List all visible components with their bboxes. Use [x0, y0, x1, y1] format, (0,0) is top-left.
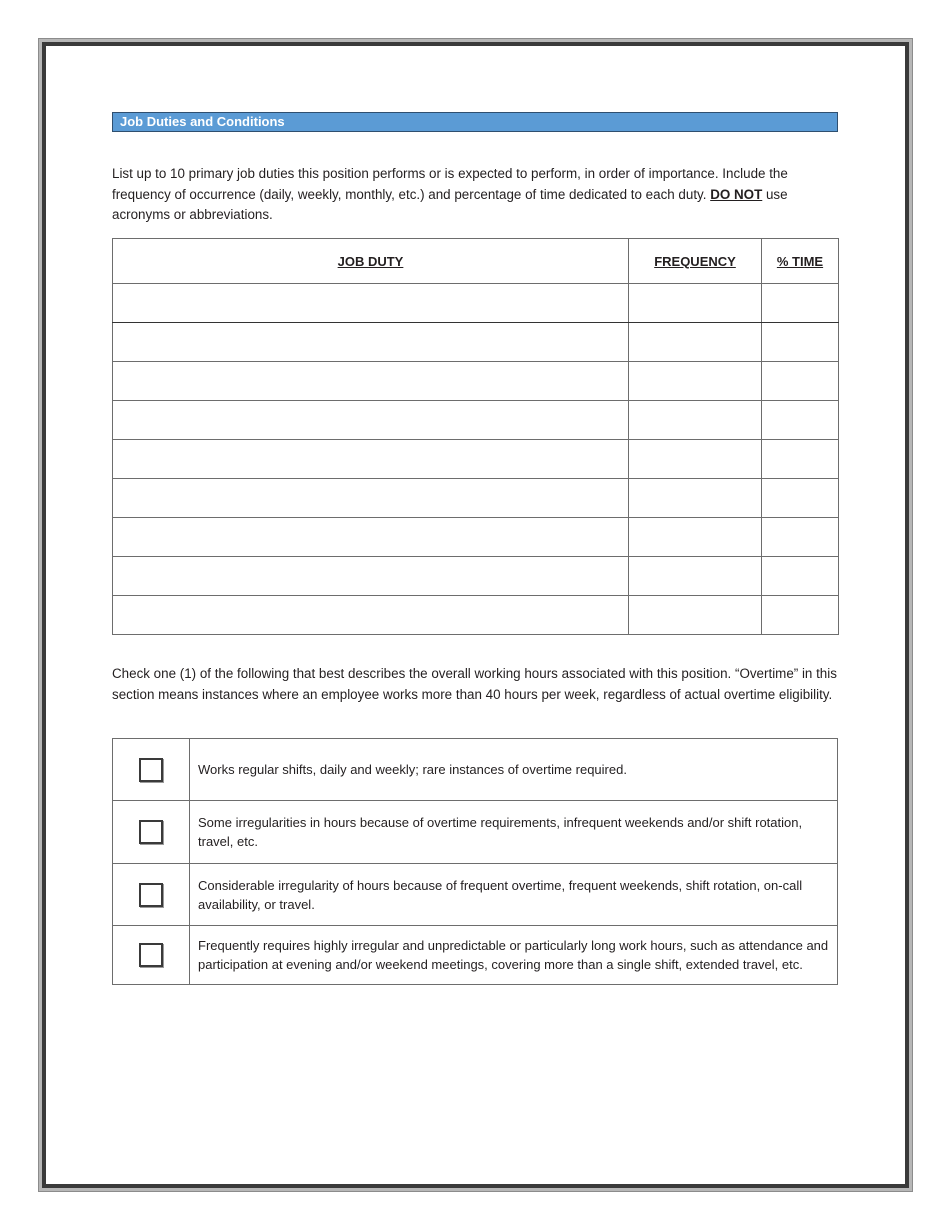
instructions-text: List up to 10 primary job duties this position performs or is expected to perform, in order of importance. Include the frequency of occurrence (daily, weekly, monthly, etc.) and percentage of time dedicated to each duty.	[112, 166, 788, 202]
job-duty-cell[interactable]	[113, 440, 629, 479]
table-row	[113, 401, 839, 440]
hours-option-label: Works regular shifts, daily and weekly; rare instances of overtime required.	[190, 739, 838, 801]
hours-option-label: Frequently requires highly irregular and unpredictable or particularly long work hours, such as attendance and participation at evening and/or weekend meetings, covering more than a single shift, extended travel, etc.	[190, 926, 838, 985]
job-duty-cell[interactable]	[113, 401, 629, 440]
percent-time-cell[interactable]	[762, 557, 839, 596]
job-duty-cell[interactable]	[113, 362, 629, 401]
job-duty-cell[interactable]	[113, 323, 629, 362]
instructions-text-end: use acronyms or abbreviations.	[112, 186, 788, 222]
percent-time-cell[interactable]	[762, 284, 839, 323]
duty-rows	[113, 284, 839, 635]
job-duty-table	[112, 238, 839, 635]
job-duty-header: JOB DUTY	[113, 239, 629, 284]
frequency-cell[interactable]	[629, 323, 762, 362]
hours-option-checkbox[interactable]	[139, 820, 163, 844]
frequency-cell[interactable]	[629, 284, 762, 323]
checkbox-cell	[113, 739, 190, 801]
job-duty-cell[interactable]	[113, 284, 629, 323]
checkbox-cell	[113, 864, 190, 926]
job-duty-cell[interactable]	[113, 596, 629, 635]
percent-time-header: % TIME	[762, 239, 839, 284]
table-row	[113, 440, 839, 479]
section-header: Job Duties and Conditions	[112, 112, 838, 132]
do-not-emphasis: DO NOT	[710, 186, 763, 202]
frequency-cell[interactable]	[629, 401, 762, 440]
frequency-cell[interactable]	[629, 479, 762, 518]
hours-option-checkbox[interactable]	[139, 883, 163, 907]
table-header-row	[113, 239, 839, 284]
table-row	[113, 284, 839, 323]
hours-option-checkbox[interactable]	[139, 943, 163, 967]
job-duty-cell[interactable]	[113, 557, 629, 596]
frequency-cell[interactable]	[629, 440, 762, 479]
table-row	[113, 479, 839, 518]
percent-time-cell[interactable]	[762, 596, 839, 635]
frequency-header: FREQUENCY	[629, 239, 762, 284]
checkbox-cell	[113, 801, 190, 864]
hours-option-label: Some irregularities in hours because of overtime requirements, infrequent weekends and/or shift rotation, travel, etc.	[190, 801, 838, 864]
frequency-cell[interactable]	[629, 518, 762, 557]
percent-time-cell[interactable]	[762, 323, 839, 362]
percent-time-cell[interactable]	[762, 362, 839, 401]
table-row	[113, 518, 839, 557]
percent-time-cell[interactable]	[762, 518, 839, 557]
percent-time-cell[interactable]	[762, 440, 839, 479]
percent-time-cell[interactable]	[762, 401, 839, 440]
job-duty-cell[interactable]	[113, 518, 629, 557]
table-row	[113, 362, 839, 401]
job-duty-cell[interactable]	[113, 479, 629, 518]
hours-option-row	[113, 926, 838, 985]
checkbox-cell	[113, 926, 190, 985]
working-hours-instructions: Check one (1) of the following that best describes the overall working hours associated with this position. “Overtime” in this section means instances where an employee works more than 40 hours per week, regardless of actual overtime eligibility.	[112, 666, 837, 702]
table-row	[113, 323, 839, 362]
hours-option-checkbox[interactable]	[139, 758, 163, 782]
hours-option-row	[113, 864, 838, 926]
frequency-cell[interactable]	[629, 557, 762, 596]
frequency-cell[interactable]	[629, 362, 762, 401]
hours-option-row	[113, 739, 838, 801]
hours-option-label: Considerable irregularity of hours because of frequent overtime, frequent weekends, shift rotation, on-call availability, or travel.	[190, 864, 838, 926]
frequency-cell[interactable]	[629, 596, 762, 635]
hours-option-row	[113, 801, 838, 864]
percent-time-cell[interactable]	[762, 479, 839, 518]
table-row	[113, 596, 839, 635]
duties-instructions	[112, 164, 840, 226]
table-row	[113, 557, 839, 596]
working-hours-table	[112, 738, 838, 985]
